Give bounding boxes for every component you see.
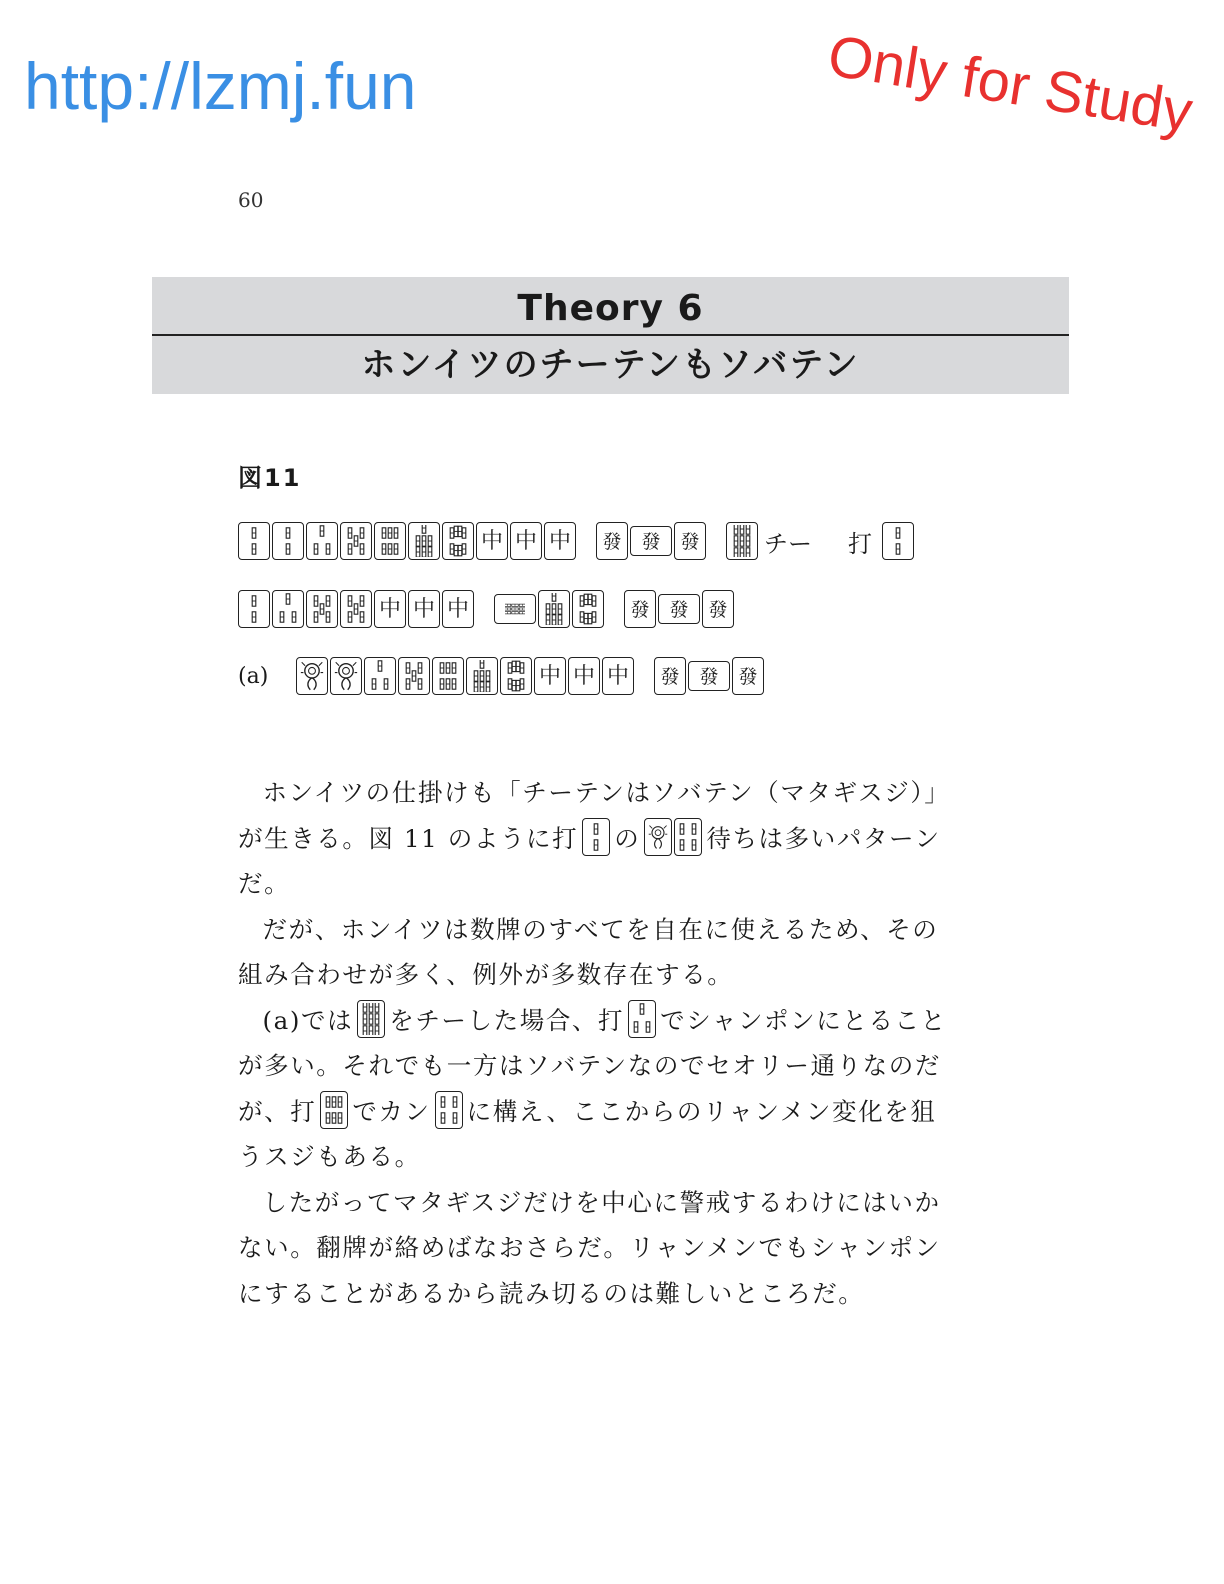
tile [340, 522, 372, 560]
tile-sideways [658, 594, 700, 624]
tile [544, 522, 576, 560]
svg-text:發: 發 [602, 531, 622, 553]
page-number: 60 [238, 188, 264, 212]
theory-heading-box [152, 277, 1069, 394]
heading-rule [152, 334, 1069, 336]
tile [442, 522, 474, 560]
tile [306, 522, 338, 560]
svg-text:中: 中 [548, 529, 572, 554]
tile-row-1 [238, 521, 916, 561]
tile [674, 522, 706, 560]
inline-tile [435, 1091, 463, 1129]
inline-tile [320, 1091, 348, 1129]
svg-text:發: 發 [669, 599, 689, 621]
tile-sideways [630, 526, 672, 556]
tile [340, 590, 372, 628]
theory-number: Theory 6 [517, 288, 704, 329]
tile [408, 522, 440, 560]
tile [408, 590, 440, 628]
inline-tile [674, 818, 702, 856]
tile [500, 657, 532, 695]
tile [476, 522, 508, 560]
svg-text:發: 發 [699, 666, 719, 688]
tile [882, 522, 914, 560]
tile [442, 590, 474, 628]
tile [510, 522, 542, 560]
svg-text:中: 中 [378, 597, 402, 622]
svg-text:發: 發 [641, 531, 661, 553]
tile [654, 657, 686, 695]
svg-text:中: 中 [446, 597, 470, 622]
svg-text:中: 中 [514, 529, 538, 554]
svg-text:中: 中 [572, 664, 596, 689]
svg-text:中: 中 [606, 664, 630, 689]
inline-tile [628, 1000, 656, 1038]
svg-text:發: 發 [738, 666, 758, 688]
tile [238, 522, 270, 560]
tile [538, 590, 570, 628]
svg-text:發: 發 [708, 599, 728, 621]
svg-text:發: 發 [680, 531, 700, 553]
watermark-url: http://lzmj.fun [24, 49, 417, 123]
tile [572, 590, 604, 628]
discard-text: 打 [848, 529, 872, 558]
tile [534, 657, 566, 695]
tile-sideways [688, 661, 730, 691]
tile [364, 657, 396, 695]
tile [602, 657, 634, 695]
inline-tile [357, 1000, 385, 1038]
case-label: (a) [238, 663, 269, 689]
tile [624, 590, 656, 628]
tile [702, 590, 734, 628]
paragraph: (a)では をチーした場合、打 でシャンポンにとることが多い。それでも一方はソバテンなのでセオリー通りなのだが、打 でカン に構え、ここからのリャンメン変化を狙うスジもある。 [238, 998, 958, 1180]
tile [432, 657, 464, 695]
tile [306, 590, 338, 628]
tile [732, 657, 764, 695]
tile-row-2 [238, 589, 736, 629]
svg-text:發: 發 [630, 599, 650, 621]
tile [374, 522, 406, 560]
tile [398, 657, 430, 695]
inline-tile [582, 818, 610, 856]
paragraph: したがってマタギスジだけを中心に警戒するわけにはいかない。翻牌が絡めばなおさらだ。リャンメンでもシャンポンにすることがあるから読み切るのは難しいところだ。 [238, 1187, 941, 1308]
svg-text:發: 發 [660, 666, 680, 688]
tile [596, 522, 628, 560]
tile [726, 522, 758, 560]
inline-tile [644, 818, 672, 856]
paragraph: だが、ホンイツは数牌のすべてを自在に使えるため、その組み合わせが多く、例外が多数存在する。 [238, 914, 939, 989]
tile [272, 522, 304, 560]
figure-label: 図11 [238, 464, 302, 492]
svg-text:中: 中 [412, 597, 436, 622]
svg-text:中: 中 [480, 529, 504, 554]
tile [272, 590, 304, 628]
watermark-study: Only for Study [823, 22, 1197, 145]
tile [330, 657, 362, 695]
tile [296, 657, 328, 695]
svg-text:中: 中 [538, 664, 562, 689]
tile-sideways [494, 594, 536, 624]
tile [568, 657, 600, 695]
paragraph: ホンイツの仕掛けも「チーテンはソバテン（マタギスジ）」が生きる。図 11 のように打 の 待ちは多いパターンだ。 [238, 778, 951, 898]
body-text [238, 770, 958, 1316]
tile [238, 590, 270, 628]
tile [466, 657, 498, 695]
theory-title: ホンイツのチーテンもソバテン [361, 345, 860, 385]
call-text: チー [764, 529, 812, 558]
tile [374, 590, 406, 628]
tile-row-3 [238, 656, 766, 696]
